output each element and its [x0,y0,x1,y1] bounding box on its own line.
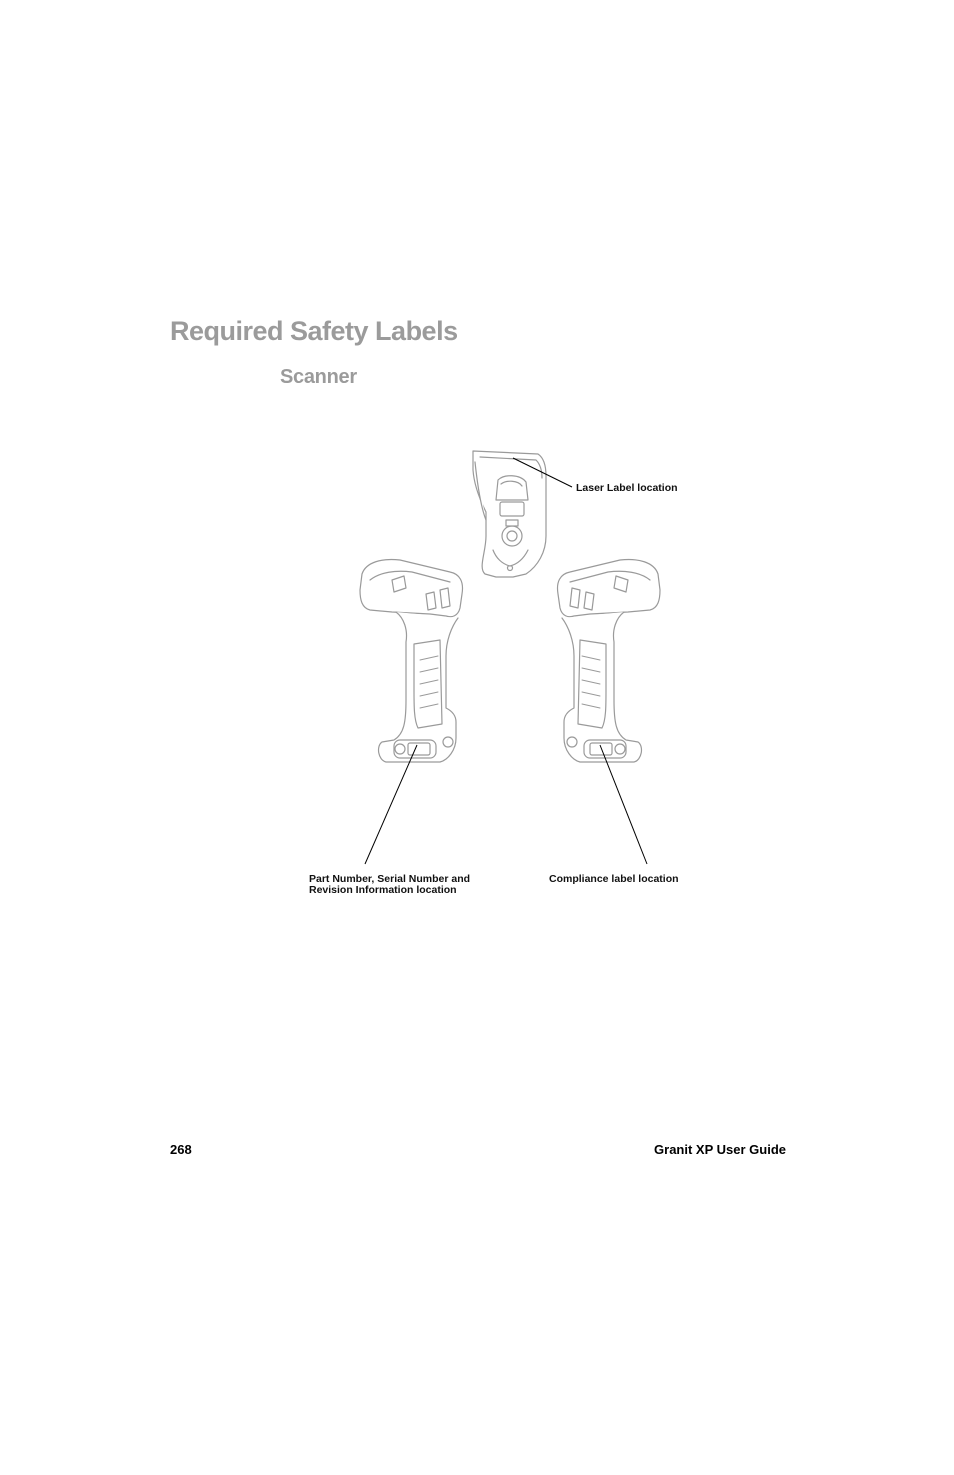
compliance-label-callout: Compliance label location [549,873,679,885]
scanner-label-figure [300,440,720,910]
scanner-top-view [473,451,546,577]
part-number-leader [365,745,417,864]
part-number-callout-line1: Part Number, Serial Number and [309,873,471,885]
page-title: Required Safety Labels [170,316,458,346]
laser-label-callout: Laser Label location [576,482,678,494]
page-number: 268 [170,1142,192,1157]
guide-title: Granit XP User Guide [654,1142,786,1157]
part-number-callout [309,874,470,896]
scanner-illustration [300,440,720,910]
part-number-callout-line2: Revision Information location [309,884,457,896]
scanner-right-view [558,560,661,762]
compliance-leader [600,745,647,864]
section-title: Scanner [280,366,357,388]
scanner-left-view [360,560,463,762]
